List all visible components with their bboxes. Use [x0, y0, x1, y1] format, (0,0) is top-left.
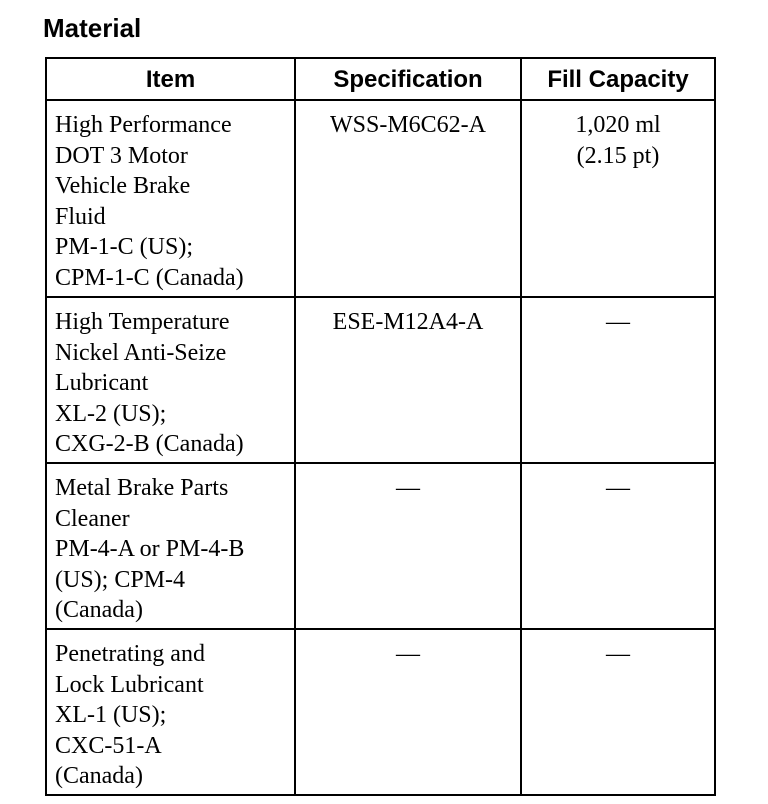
- table-header-row: [46, 58, 715, 100]
- item-cell: [46, 297, 295, 463]
- item-line: Cleaner: [55, 505, 130, 532]
- item-line: PM-1-C (US);: [55, 234, 194, 261]
- item-line: XL-1 (US);: [55, 702, 167, 729]
- item-line: (Canada): [55, 597, 143, 624]
- specification-cell: WSS-M6C62-A: [295, 100, 521, 297]
- column-header-item: Item: [46, 58, 295, 100]
- item-line: XL-2 (US);: [55, 400, 167, 427]
- item-line: High Performance: [55, 112, 232, 138]
- section-title: Material: [43, 13, 142, 43]
- fill-capacity-line: (2.15 pt): [576, 142, 660, 169]
- table-row: [46, 297, 715, 463]
- column-header-specification: Specification: [295, 58, 521, 100]
- item-cell: [46, 463, 295, 629]
- fill-capacity-cell: [521, 629, 715, 795]
- material-table: [45, 57, 716, 796]
- item-line: CXC-51-A: [55, 732, 162, 759]
- item-line: CPM-1-C (Canada): [55, 264, 244, 291]
- specification-cell: —: [295, 463, 521, 629]
- table-row: [46, 100, 715, 297]
- item-line: Fluid: [55, 203, 106, 230]
- fill-capacity-cell: [521, 100, 715, 297]
- item-line: CXG-2-B (Canada): [55, 431, 244, 458]
- fill-capacity-line: —: [606, 309, 630, 335]
- item-cell: [46, 629, 295, 795]
- item-line: Lubricant: [55, 370, 149, 397]
- item-cell: [46, 100, 295, 297]
- item-line: High Temperature: [55, 309, 230, 335]
- fill-capacity-line: 1,020 ml: [575, 112, 661, 138]
- column-header-fill-capacity: Fill Capacity: [521, 58, 715, 100]
- table-row: [46, 629, 715, 795]
- fill-capacity-line: —: [606, 475, 630, 501]
- item-line: Nickel Anti-Seize: [55, 339, 227, 366]
- item-line: PM-4-A or PM-4-B: [55, 536, 245, 563]
- item-line: Metal Brake Parts: [55, 475, 229, 501]
- fill-capacity-cell: [521, 297, 715, 463]
- fill-capacity-line: —: [606, 641, 630, 667]
- item-line: Penetrating and: [55, 641, 205, 667]
- item-line: Lock Lubricant: [55, 671, 204, 698]
- table-row: [46, 463, 715, 629]
- specification-cell: —: [295, 629, 521, 795]
- item-line: DOT 3 Motor: [55, 142, 188, 169]
- specification-cell: ESE-M12A4-A: [295, 297, 521, 463]
- item-line: (Canada): [55, 763, 143, 790]
- fill-capacity-cell: [521, 463, 715, 629]
- item-line: Vehicle Brake: [55, 173, 191, 200]
- item-line: (US); CPM-4: [55, 566, 186, 593]
